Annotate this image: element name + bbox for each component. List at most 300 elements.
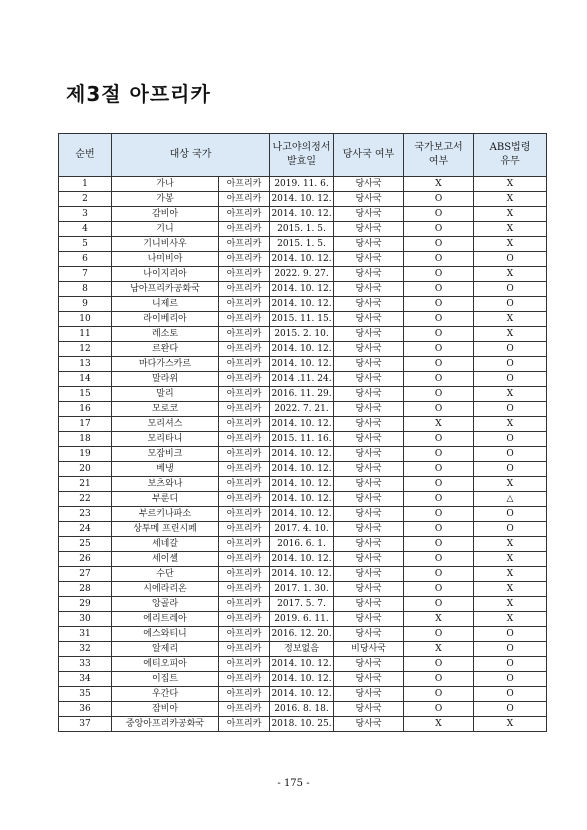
cell-region: 아프리카	[219, 192, 270, 207]
cell-abs-law: O	[474, 462, 547, 477]
table-row	[59, 252, 547, 267]
cell-no: 28	[59, 582, 112, 597]
cell-national-report: O	[404, 492, 474, 507]
table-row	[59, 177, 547, 192]
table-row	[59, 717, 547, 732]
cell-party-status: 당사국	[334, 672, 404, 687]
cell-party-status: 당사국	[334, 252, 404, 267]
cell-national-report: O	[404, 312, 474, 327]
cell-effective-date: 2019. 11. 6.	[270, 177, 334, 192]
cell-effective-date: 2016. 8. 18.	[270, 702, 334, 717]
cell-national-report: O	[404, 327, 474, 342]
cell-region: 아프리카	[219, 207, 270, 222]
cell-party-status: 당사국	[334, 477, 404, 492]
cell-abs-law: X	[474, 237, 547, 252]
cell-country-name: 니제르	[112, 297, 219, 312]
cell-national-report: O	[404, 432, 474, 447]
cell-abs-law: X	[474, 417, 547, 432]
table-row	[59, 327, 547, 342]
cell-national-report: O	[404, 372, 474, 387]
cell-abs-law: X	[474, 207, 547, 222]
cell-national-report: O	[404, 702, 474, 717]
header-no: 순번	[59, 134, 112, 177]
cell-national-report: O	[404, 477, 474, 492]
cell-national-report: O	[404, 192, 474, 207]
cell-region: 아프리카	[219, 597, 270, 612]
cell-country-name: 부르키나파소	[112, 507, 219, 522]
cell-no: 9	[59, 297, 112, 312]
cell-country-name: 모리타니	[112, 432, 219, 447]
cell-national-report: X	[404, 417, 474, 432]
cell-abs-law: X	[474, 177, 547, 192]
cell-abs-law: X	[474, 192, 547, 207]
cell-region: 아프리카	[219, 672, 270, 687]
cell-effective-date: 2017. 4. 10.	[270, 522, 334, 537]
cell-effective-date: 2014. 10. 12.	[270, 282, 334, 297]
cell-abs-law: O	[474, 687, 547, 702]
table-row	[59, 687, 547, 702]
cell-effective-date: 2015. 1. 5.	[270, 222, 334, 237]
cell-party-status: 당사국	[334, 582, 404, 597]
cell-party-status: 당사국	[334, 447, 404, 462]
table-row	[59, 492, 547, 507]
table-row	[59, 507, 547, 522]
cell-region: 아프리카	[219, 642, 270, 657]
cell-party-status: 당사국	[334, 192, 404, 207]
cell-no: 21	[59, 477, 112, 492]
cell-region: 아프리카	[219, 252, 270, 267]
cell-region: 아프리카	[219, 612, 270, 627]
cell-region: 아프리카	[219, 282, 270, 297]
cell-no: 34	[59, 672, 112, 687]
cell-country-name: 보츠와나	[112, 477, 219, 492]
table-row	[59, 552, 547, 567]
cell-no: 4	[59, 222, 112, 237]
table-row	[59, 207, 547, 222]
cell-region: 아프리카	[219, 312, 270, 327]
cell-region: 아프리카	[219, 567, 270, 582]
cell-abs-law: X	[474, 552, 547, 567]
cell-country-name: 나미비아	[112, 252, 219, 267]
cell-effective-date: 2014. 10. 12.	[270, 687, 334, 702]
cell-abs-law: X	[474, 387, 547, 402]
cell-national-report: O	[404, 402, 474, 417]
table-header	[59, 134, 547, 177]
table-row	[59, 657, 547, 672]
cell-effective-date: 2014. 10. 12.	[270, 447, 334, 462]
cell-effective-date: 2015. 11. 15.	[270, 312, 334, 327]
cell-effective-date: 2014. 10. 12.	[270, 207, 334, 222]
cell-party-status: 당사국	[334, 342, 404, 357]
header-date	[270, 134, 334, 177]
cell-abs-law: O	[474, 342, 547, 357]
cell-effective-date: 2019. 6. 11.	[270, 612, 334, 627]
cell-effective-date: 2015. 1. 5.	[270, 237, 334, 252]
cell-no: 26	[59, 552, 112, 567]
cell-no: 19	[59, 447, 112, 462]
cell-country-name: 마다가스카르	[112, 357, 219, 372]
cell-abs-law: O	[474, 357, 547, 372]
cell-party-status: 당사국	[334, 507, 404, 522]
cell-abs-law: X	[474, 312, 547, 327]
cell-no: 2	[59, 192, 112, 207]
cell-effective-date: 2016. 11. 29.	[270, 387, 334, 402]
cell-region: 아프리카	[219, 657, 270, 672]
cell-no: 25	[59, 537, 112, 552]
cell-party-status: 당사국	[334, 267, 404, 282]
table-row	[59, 402, 547, 417]
cell-national-report: X	[404, 717, 474, 732]
cell-country-name: 상투메 프린시페	[112, 522, 219, 537]
table-row	[59, 612, 547, 627]
cell-no: 10	[59, 312, 112, 327]
cell-abs-law: X	[474, 222, 547, 237]
cell-effective-date: 2014. 10. 12.	[270, 297, 334, 312]
cell-country-name: 말리	[112, 387, 219, 402]
cell-no: 3	[59, 207, 112, 222]
cell-country-name: 앙골라	[112, 597, 219, 612]
cell-country-name: 가나	[112, 177, 219, 192]
cell-country-name: 기니	[112, 222, 219, 237]
header-report	[404, 134, 474, 177]
cell-party-status: 당사국	[334, 177, 404, 192]
cell-national-report: O	[404, 597, 474, 612]
cell-country-name: 나이지리아	[112, 267, 219, 282]
cell-national-report: O	[404, 507, 474, 522]
cell-no: 35	[59, 687, 112, 702]
cell-abs-law: O	[474, 657, 547, 672]
cell-no: 7	[59, 267, 112, 282]
cell-abs-law: O	[474, 522, 547, 537]
cell-abs-law: X	[474, 267, 547, 282]
cell-country-name: 레소토	[112, 327, 219, 342]
header-abs	[474, 134, 547, 177]
cell-abs-law: X	[474, 327, 547, 342]
cell-party-status: 당사국	[334, 627, 404, 642]
cell-region: 아프리카	[219, 237, 270, 252]
cell-no: 29	[59, 597, 112, 612]
cell-no: 18	[59, 432, 112, 447]
cell-national-report: O	[404, 297, 474, 312]
cell-region: 아프리카	[219, 432, 270, 447]
cell-country-name: 우간다	[112, 687, 219, 702]
cell-no: 17	[59, 417, 112, 432]
cell-country-name: 베냉	[112, 462, 219, 477]
table-row	[59, 627, 547, 642]
cell-region: 아프리카	[219, 417, 270, 432]
cell-abs-law: O	[474, 627, 547, 642]
cell-no: 27	[59, 567, 112, 582]
cell-country-name: 시에라리온	[112, 582, 219, 597]
cell-party-status: 당사국	[334, 387, 404, 402]
cell-abs-law: O	[474, 282, 547, 297]
cell-party-status: 당사국	[334, 552, 404, 567]
cell-party-status: 당사국	[334, 327, 404, 342]
table-row	[59, 237, 547, 252]
cell-effective-date: 2014. 10. 12.	[270, 492, 334, 507]
cell-effective-date: 2014. 10. 12.	[270, 477, 334, 492]
header-date-line2: 발효일	[287, 156, 316, 167]
cell-no: 30	[59, 612, 112, 627]
cell-effective-date: 2022. 7. 21.	[270, 402, 334, 417]
cell-no: 20	[59, 462, 112, 477]
cell-region: 아프리카	[219, 717, 270, 732]
cell-party-status: 당사국	[334, 612, 404, 627]
cell-party-status: 당사국	[334, 207, 404, 222]
cell-abs-law: O	[474, 372, 547, 387]
header-report-line2: 여부	[428, 156, 449, 167]
cell-abs-law: O	[474, 432, 547, 447]
cell-country-name: 기니비사우	[112, 237, 219, 252]
cell-region: 아프리카	[219, 627, 270, 642]
cell-party-status: 당사국	[334, 492, 404, 507]
cell-no: 24	[59, 522, 112, 537]
cell-region: 아프리카	[219, 387, 270, 402]
cell-region: 아프리카	[219, 357, 270, 372]
table-row	[59, 567, 547, 582]
header-abs-line1: ABS법령	[489, 142, 531, 153]
header-date-line1: 나고야의정서	[272, 142, 331, 153]
table-row	[59, 582, 547, 597]
cell-abs-law: X	[474, 567, 547, 582]
cell-national-report: O	[404, 462, 474, 477]
cell-effective-date: 2015. 2. 10.	[270, 327, 334, 342]
cell-party-status: 비당사국	[334, 642, 404, 657]
cell-national-report: O	[404, 552, 474, 567]
cell-national-report: X	[404, 642, 474, 657]
cell-party-status: 당사국	[334, 222, 404, 237]
cell-region: 아프리카	[219, 327, 270, 342]
cell-country-name: 모잠비크	[112, 447, 219, 462]
page-number: - 175 -	[277, 778, 310, 789]
cell-country-name: 수단	[112, 567, 219, 582]
cell-national-report: O	[404, 282, 474, 297]
cell-country-name: 세네갈	[112, 537, 219, 552]
cell-party-status: 당사국	[334, 702, 404, 717]
cell-national-report: O	[404, 567, 474, 582]
cell-abs-law: O	[474, 402, 547, 417]
cell-country-name: 알제리	[112, 642, 219, 657]
header-report-line1: 국가보고서	[414, 142, 463, 153]
cell-no: 23	[59, 507, 112, 522]
cell-region: 아프리카	[219, 582, 270, 597]
cell-national-report: O	[404, 582, 474, 597]
cell-country-name: 르완다	[112, 342, 219, 357]
table-row	[59, 702, 547, 717]
cell-effective-date: 2022. 9. 27.	[270, 267, 334, 282]
cell-party-status: 당사국	[334, 432, 404, 447]
page-title: 제3절 아프리카	[66, 82, 211, 106]
cell-party-status: 당사국	[334, 687, 404, 702]
table-row	[59, 477, 547, 492]
cell-country-name: 가봉	[112, 192, 219, 207]
cell-national-report: O	[404, 672, 474, 687]
cell-effective-date: 2017. 1. 30.	[270, 582, 334, 597]
cell-national-report: O	[404, 657, 474, 672]
cell-party-status: 당사국	[334, 282, 404, 297]
cell-national-report: X	[404, 612, 474, 627]
cell-party-status: 당사국	[334, 462, 404, 477]
table-row	[59, 447, 547, 462]
cell-party-status: 당사국	[334, 567, 404, 582]
cell-effective-date: 2014. 10. 12.	[270, 417, 334, 432]
cell-region: 아프리카	[219, 522, 270, 537]
cell-abs-law: X	[474, 717, 547, 732]
cell-no: 32	[59, 642, 112, 657]
cell-region: 아프리카	[219, 372, 270, 387]
cell-national-report: O	[404, 237, 474, 252]
cell-region: 아프리카	[219, 297, 270, 312]
cell-country-name: 세이셸	[112, 552, 219, 567]
cell-abs-law: △	[474, 492, 547, 507]
cell-effective-date: 2014. 10. 12.	[270, 672, 334, 687]
cell-effective-date: 2014. 10. 12.	[270, 552, 334, 567]
cell-party-status: 당사국	[334, 402, 404, 417]
cell-region: 아프리카	[219, 447, 270, 462]
table-row	[59, 522, 547, 537]
cell-national-report: O	[404, 447, 474, 462]
cell-no: 36	[59, 702, 112, 717]
cell-national-report: O	[404, 267, 474, 282]
cell-party-status: 당사국	[334, 537, 404, 552]
cell-abs-law: X	[474, 477, 547, 492]
cell-national-report: O	[404, 207, 474, 222]
cell-no: 15	[59, 387, 112, 402]
cell-region: 아프리카	[219, 492, 270, 507]
cell-country-name: 중앙아프리카공화국	[112, 717, 219, 732]
cell-effective-date: 2016. 12. 20.	[270, 627, 334, 642]
cell-country-name: 모로코	[112, 402, 219, 417]
cell-region: 아프리카	[219, 342, 270, 357]
table-row	[59, 222, 547, 237]
header-abs-line2: 유무	[500, 156, 520, 167]
cell-national-report: O	[404, 687, 474, 702]
cell-no: 11	[59, 327, 112, 342]
cell-national-report: O	[404, 627, 474, 642]
cell-effective-date: 2015. 11. 16.	[270, 432, 334, 447]
cell-no: 6	[59, 252, 112, 267]
cell-party-status: 당사국	[334, 597, 404, 612]
cell-abs-law: X	[474, 537, 547, 552]
header-country: 대상 국가	[112, 134, 270, 177]
cell-abs-law: O	[474, 672, 547, 687]
cell-national-report: O	[404, 357, 474, 372]
cell-national-report: X	[404, 177, 474, 192]
cell-abs-law: O	[474, 252, 547, 267]
table-row	[59, 417, 547, 432]
cell-region: 아프리카	[219, 702, 270, 717]
cell-party-status: 당사국	[334, 312, 404, 327]
cell-country-name: 이집트	[112, 672, 219, 687]
cell-national-report: O	[404, 252, 474, 267]
cell-no: 5	[59, 237, 112, 252]
cell-party-status: 당사국	[334, 357, 404, 372]
cell-no: 1	[59, 177, 112, 192]
cell-country-name: 에티오피아	[112, 657, 219, 672]
table-row	[59, 387, 547, 402]
cell-national-report: O	[404, 522, 474, 537]
cell-abs-law: O	[474, 297, 547, 312]
cell-party-status: 당사국	[334, 657, 404, 672]
country-table	[58, 133, 547, 732]
table-row	[59, 297, 547, 312]
table-row	[59, 282, 547, 297]
cell-party-status: 당사국	[334, 717, 404, 732]
cell-no: 12	[59, 342, 112, 357]
table-row	[59, 372, 547, 387]
cell-party-status: 당사국	[334, 372, 404, 387]
cell-region: 아프리카	[219, 462, 270, 477]
cell-country-name: 라이베리아	[112, 312, 219, 327]
cell-no: 13	[59, 357, 112, 372]
cell-country-name: 모리셔스	[112, 417, 219, 432]
cell-national-report: O	[404, 222, 474, 237]
cell-abs-law: X	[474, 597, 547, 612]
cell-region: 아프리카	[219, 177, 270, 192]
cell-abs-law: O	[474, 642, 547, 657]
cell-effective-date: 2016. 6. 1.	[270, 537, 334, 552]
table-row	[59, 357, 547, 372]
cell-effective-date: 2014. 10. 12.	[270, 342, 334, 357]
cell-region: 아프리카	[219, 552, 270, 567]
cell-party-status: 당사국	[334, 417, 404, 432]
cell-region: 아프리카	[219, 537, 270, 552]
table-body	[59, 177, 547, 732]
cell-effective-date: 정보없음	[270, 642, 334, 657]
cell-abs-law: O	[474, 702, 547, 717]
cell-no: 16	[59, 402, 112, 417]
table-row	[59, 642, 547, 657]
cell-effective-date: 2018. 10. 25.	[270, 717, 334, 732]
table-row	[59, 462, 547, 477]
cell-abs-law: X	[474, 582, 547, 597]
cell-region: 아프리카	[219, 402, 270, 417]
cell-no: 37	[59, 717, 112, 732]
cell-abs-law: O	[474, 447, 547, 462]
cell-no: 31	[59, 627, 112, 642]
cell-country-name: 남아프리카공화국	[112, 282, 219, 297]
table-row	[59, 192, 547, 207]
cell-effective-date: 2014. 10. 12.	[270, 507, 334, 522]
cell-region: 아프리카	[219, 507, 270, 522]
cell-no: 33	[59, 657, 112, 672]
cell-national-report: O	[404, 342, 474, 357]
cell-country-name: 잠비아	[112, 702, 219, 717]
cell-no: 22	[59, 492, 112, 507]
cell-country-name: 에리트레아	[112, 612, 219, 627]
cell-country-name: 에스와티니	[112, 627, 219, 642]
cell-no: 8	[59, 282, 112, 297]
table-row	[59, 432, 547, 447]
table-row	[59, 597, 547, 612]
cell-abs-law: X	[474, 612, 547, 627]
cell-effective-date: 2014. 10. 12.	[270, 567, 334, 582]
cell-effective-date: 2017. 5. 7.	[270, 597, 334, 612]
cell-party-status: 당사국	[334, 522, 404, 537]
cell-effective-date: 2014. 10. 12.	[270, 192, 334, 207]
cell-country-name: 감비아	[112, 207, 219, 222]
cell-no: 14	[59, 372, 112, 387]
table-row	[59, 267, 547, 282]
cell-national-report: O	[404, 387, 474, 402]
cell-effective-date: 2014. 10. 12.	[270, 252, 334, 267]
cell-region: 아프리카	[219, 687, 270, 702]
cell-region: 아프리카	[219, 477, 270, 492]
cell-national-report: O	[404, 537, 474, 552]
cell-effective-date: 2014. 10. 12.	[270, 357, 334, 372]
cell-effective-date: 2014. 10. 12.	[270, 657, 334, 672]
cell-region: 아프리카	[219, 222, 270, 237]
